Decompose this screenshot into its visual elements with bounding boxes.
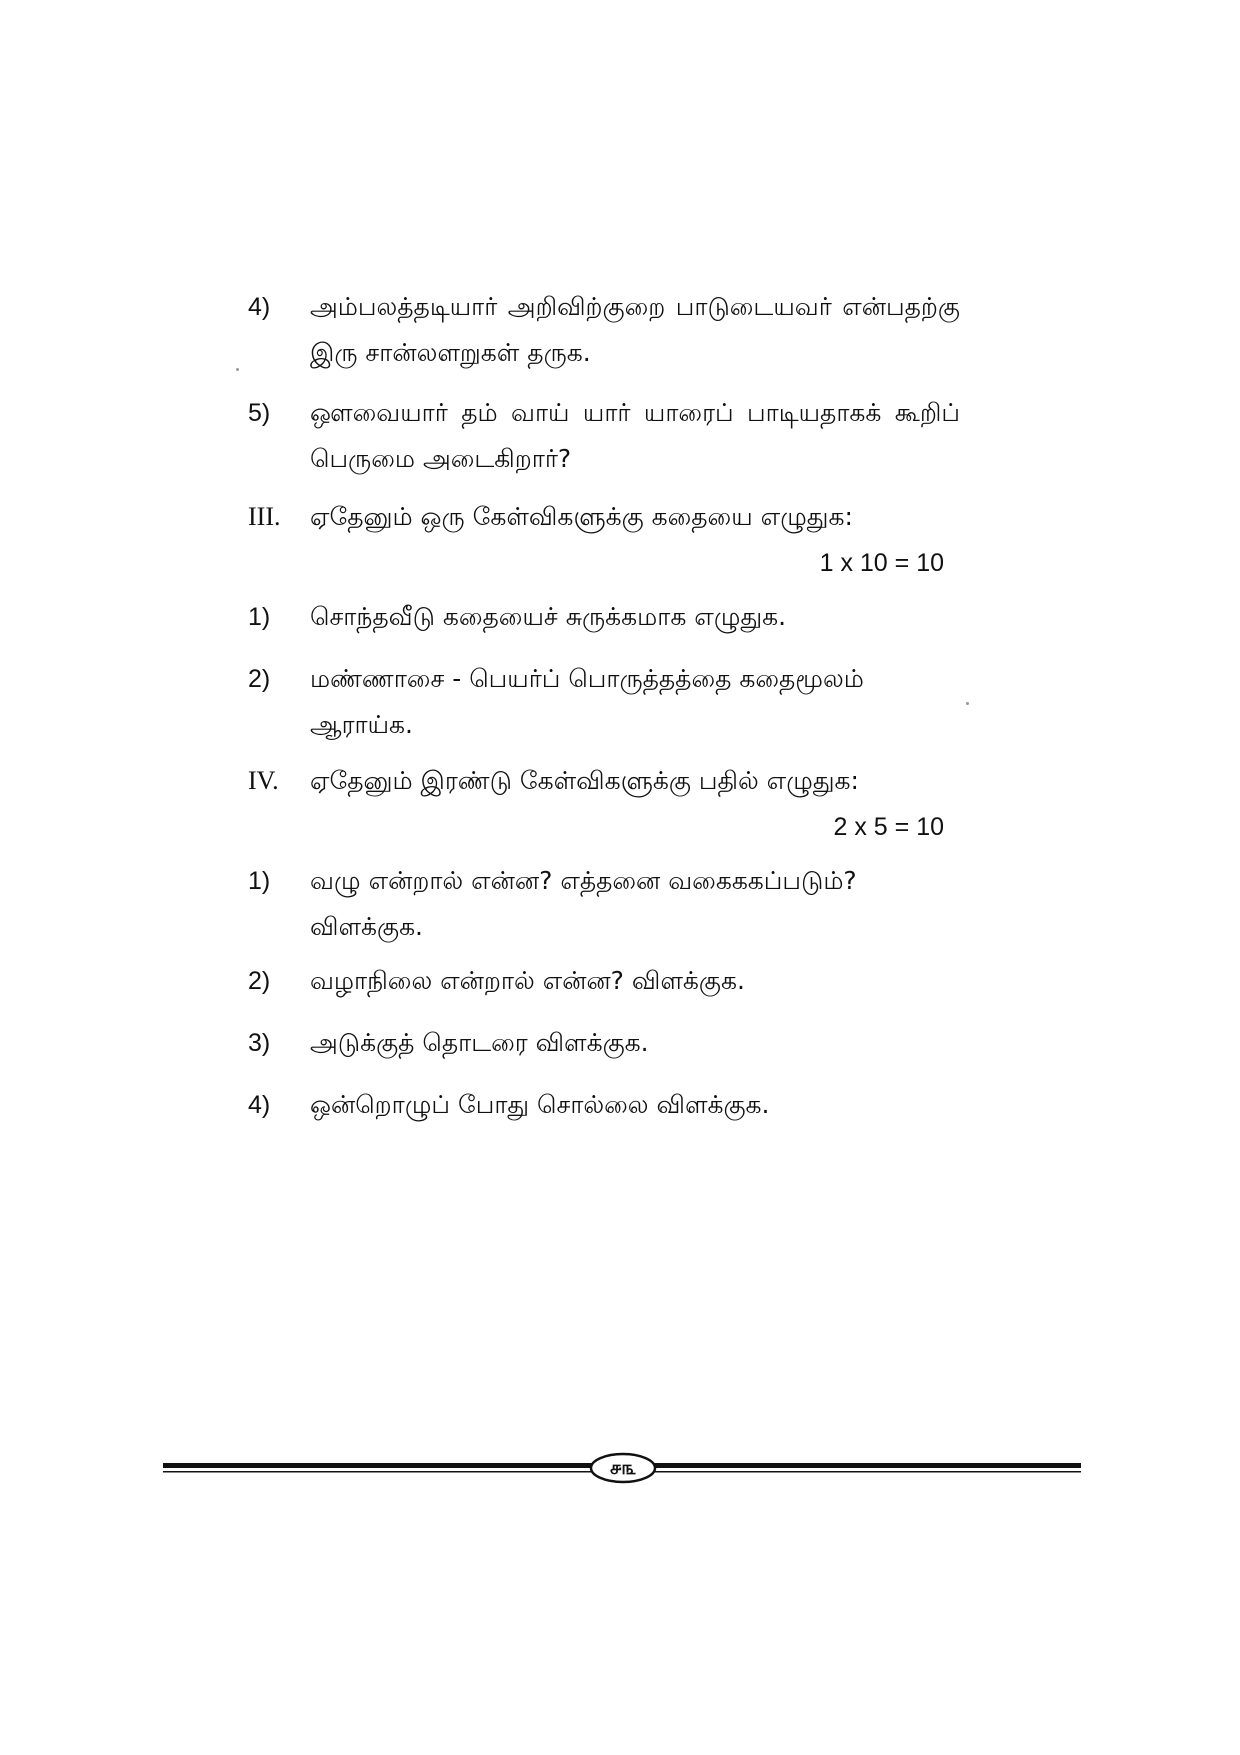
question-number: 1) [248,603,271,631]
question-number: 4) [248,1091,271,1119]
page-number: ௪௩ [609,1457,637,1479]
question-number: 4) [248,293,271,321]
question-number: 1) [248,867,271,895]
question-number: 2) [248,665,271,693]
section-4-heading [248,758,968,850]
section-instruction: ஏதேனும் ஒரு கேள்விகளுக்கு கதையை எழுதுக: [310,502,853,531]
question-number: 5) [248,399,271,427]
question-text: அடுக்குத் தொடரை விளக்குக. [310,1028,649,1057]
section-number: IV. [248,766,279,795]
page-footer [163,1452,1081,1484]
question-text: சொந்தவீடு கதையைச் சுருக்கமாக எழுதுக. [310,602,787,631]
section-number: III. [248,502,281,531]
question-text: வழு என்றால் என்ன? எத்தனை வகைககப்படும்? விளக்குக. [310,866,857,941]
question-text: அம்பலத்தடியார் அறிவிற்குறை பாடுடையவர் என்பதற்கு இரு சான்லளறுகள் தருக. [310,292,960,367]
question-text: மண்ணாசை - பெயர்ப் பொருத்தத்தை கதைமூலம் ஆராய்க. [310,664,864,739]
scan-speck [236,368,239,371]
section-3-heading [248,494,968,586]
question-number: 2) [248,967,271,995]
question-number: 3) [248,1029,271,1057]
question-text: ஔவையார் தம் வாய் யார் யாரைப் பாடியதாகக் கூறிப் பெருமை அடைகிறார்? [310,398,960,473]
question-text: வழாநிலை என்றால் என்ன? விளக்குக. [310,966,745,995]
section-instruction: ஏதேனும் இரண்டு கேள்விகளுக்கு பதில் எழுதுக: [310,766,859,795]
section-marks: 1 x 10 = 10 [819,549,944,577]
question-text: ஒன்றொழுப் போது சொல்லை விளக்குக. [310,1090,770,1119]
section-marks: 2 x 5 = 10 [833,813,944,841]
scan-speck [966,702,969,705]
